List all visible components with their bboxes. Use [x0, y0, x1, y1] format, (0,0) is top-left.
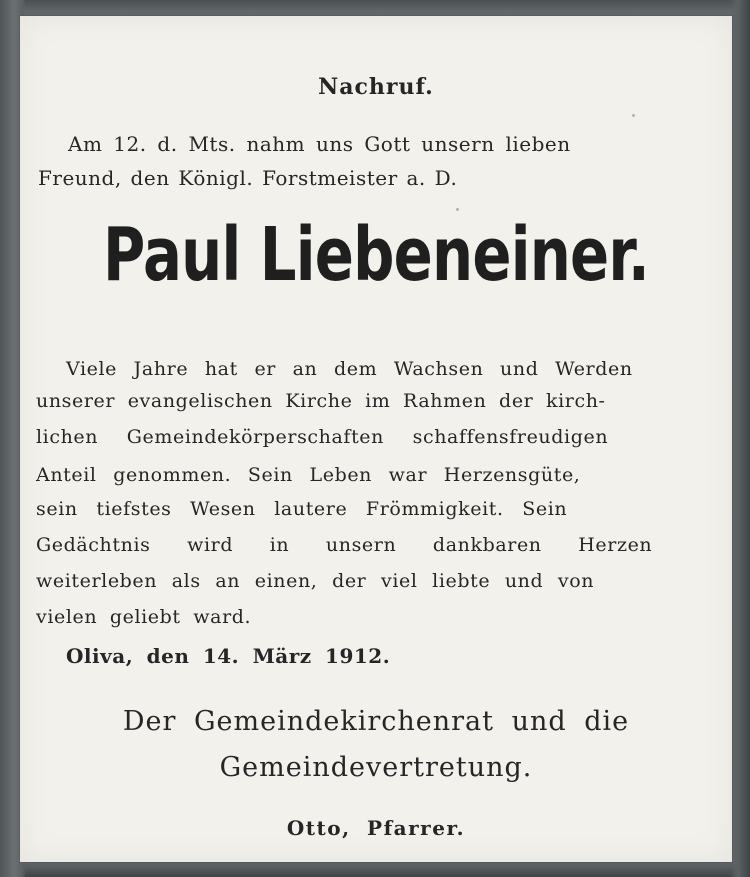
paper-speck	[632, 114, 635, 117]
body-line-7: weiterleben als an einen, der viel liebte und von	[36, 570, 595, 592]
signature: Otto, Pfarrer.	[286, 816, 466, 840]
notice-title: Nachruf.	[318, 74, 434, 100]
paper-speck	[456, 208, 459, 211]
body-line-6: Gedächtnis wird in unsern dankbaren Herzen	[36, 534, 653, 556]
closing-line-1: Der Gemeindekirchenrat und die	[122, 706, 630, 737]
body-line-4: Anteil genommen. Sein Leben war Herzensgüte,	[36, 464, 581, 486]
intro-line-2: Freund, den Königl. Forstmeister a. D.	[38, 166, 458, 190]
obituary-clipping	[20, 16, 732, 862]
body-line-8: vielen geliebt ward.	[36, 606, 252, 628]
dateline: Oliva, den 14. März 1912.	[66, 644, 391, 668]
body-line-1: Viele Jahre hat er an dem Wachsen und Werden	[66, 358, 633, 380]
intro-line-1: Am 12. d. Mts. nahm uns Gott unsern lieben	[68, 132, 571, 156]
closing-line-2: Gemeindevertretung.	[219, 752, 533, 783]
body-line-3: lichen Gemeindekörperschaften schaffensfreudigen	[36, 426, 609, 448]
deceased-name: Paul Liebeneiner.	[102, 212, 650, 298]
body-line-2: unserer evangelischen Kirche im Rahmen der kirch-	[36, 390, 606, 412]
body-line-5: sein tiefstes Wesen lautere Frömmigkeit. Sein	[36, 498, 568, 520]
